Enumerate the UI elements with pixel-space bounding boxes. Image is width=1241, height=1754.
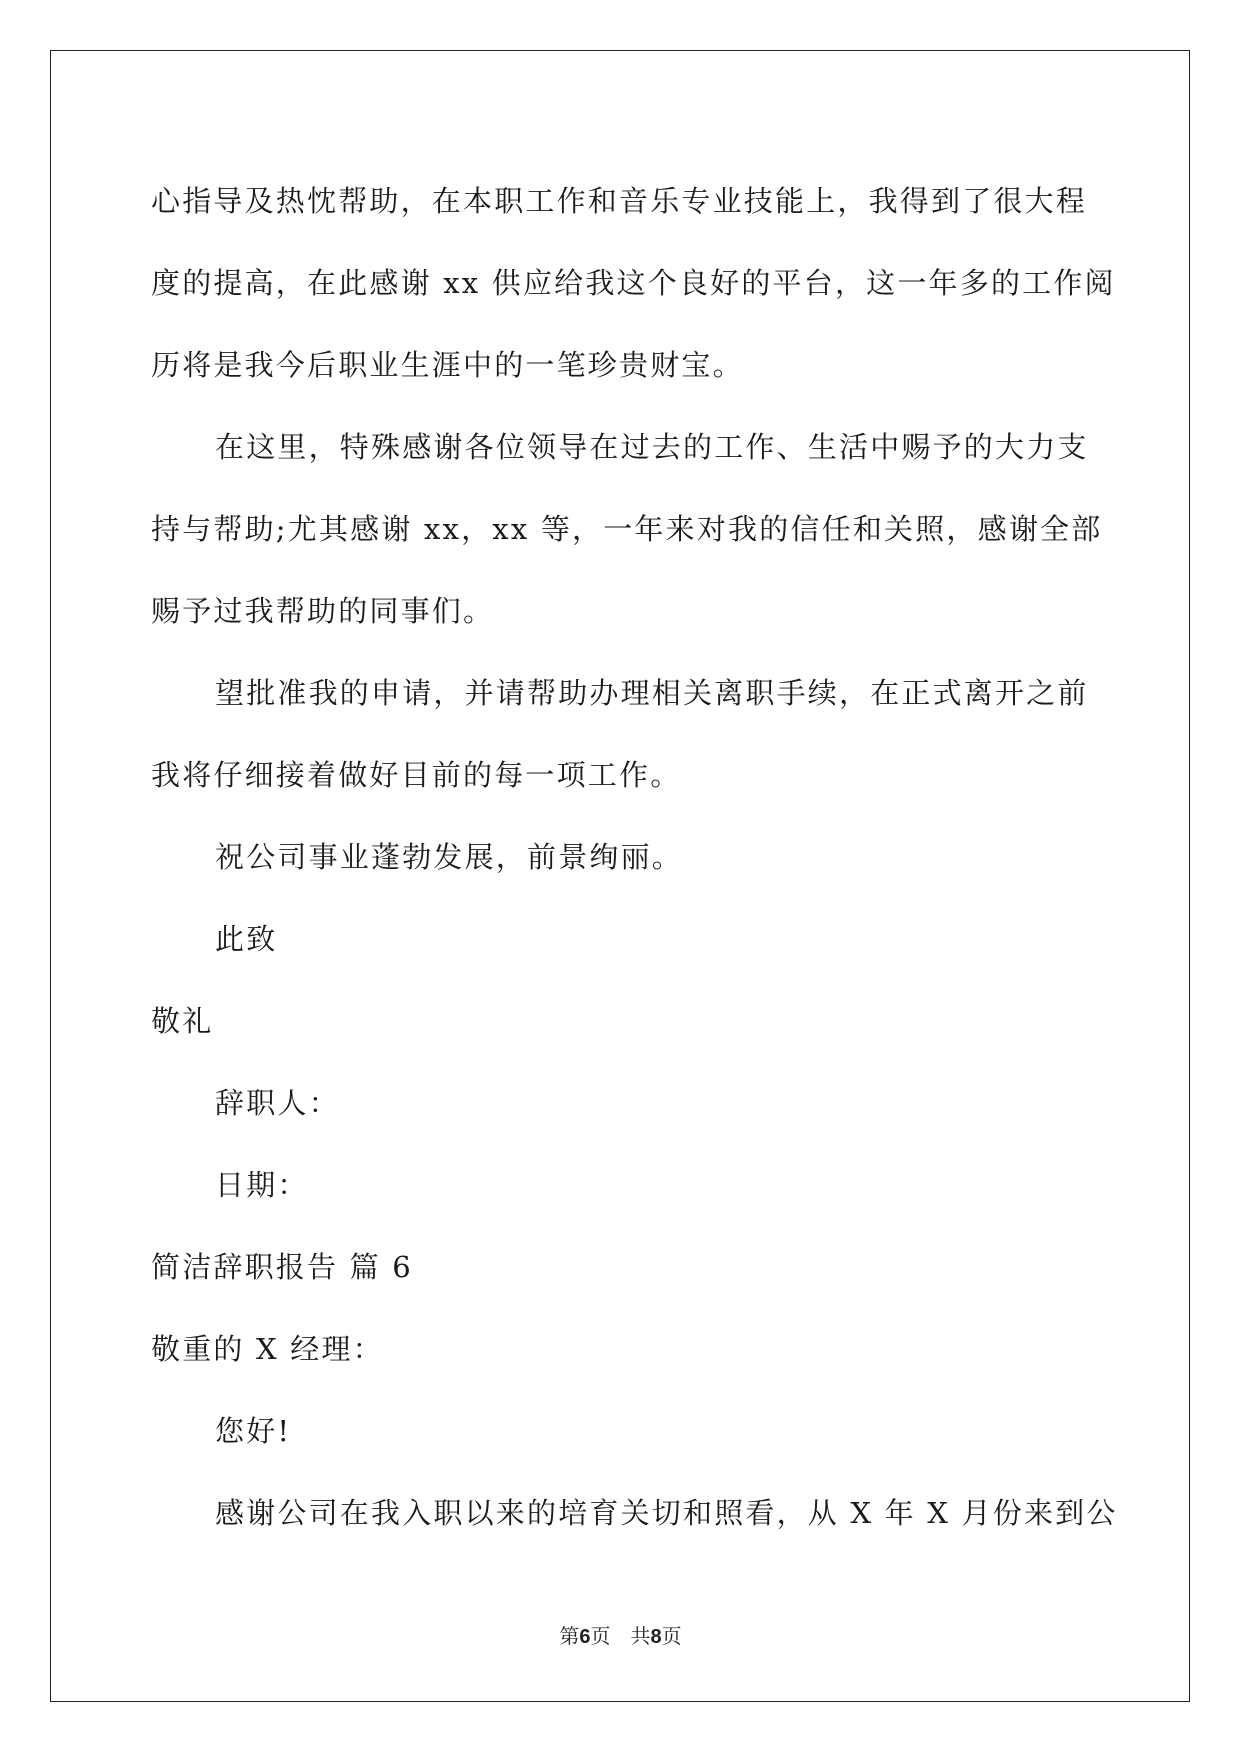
text-line: 望批准我的申请，并请帮助办理相关离职手续，在正式离开之前 <box>215 676 1089 710</box>
text-line: 敬礼 <box>151 1004 214 1038</box>
text-line: 此致 <box>215 922 278 956</box>
footer-suffix: 页 <box>661 1626 682 1648</box>
text-line: 祝公司事业蓬勃发展，前景绚丽。 <box>215 840 684 874</box>
text-line: 赐予过我帮助的同事们。 <box>151 594 495 628</box>
text-line: 日期： <box>215 1168 309 1202</box>
text-line: 辞职人： <box>215 1086 340 1120</box>
text-line: 在这里，特殊感谢各位领导在过去的工作、生活中赐予的大力支 <box>215 430 1089 464</box>
text-line: 心指导及热忱帮助，在本职工作和音乐专业技能上，我得到了很大程 <box>151 184 1088 218</box>
text-line: 历将是我今后职业生涯中的一笔珍贵财宝。 <box>151 348 744 382</box>
document-body <box>151 160 1118 1554</box>
text-line: 感谢公司在我入职以来的培育关切和照看，从 X 年 X 月份来到公 <box>215 1496 1118 1530</box>
salutation: 敬重的 X 经理： <box>151 1332 384 1366</box>
footer-prefix: 第 <box>559 1626 580 1648</box>
text-line: 持与帮助;尤其感谢 xx，xx 等，一年来对我的信任和关照，感谢全部 <box>151 512 1103 546</box>
section-heading: 简洁辞职报告 篇 6 <box>151 1250 413 1284</box>
greeting: 您好! <box>215 1414 292 1448</box>
page-footer <box>0 1620 1241 1649</box>
text-line: 我将仔细接着做好目前的每一项工作。 <box>151 758 682 792</box>
footer-middle: 页 共 <box>590 1626 651 1648</box>
current-page-number: 6 <box>579 1626 591 1648</box>
text-line: 度的提高，在此感谢 xx 供应给我这个良好的平台，这一年多的工作阅 <box>151 266 1116 300</box>
total-pages-number: 8 <box>650 1626 662 1648</box>
